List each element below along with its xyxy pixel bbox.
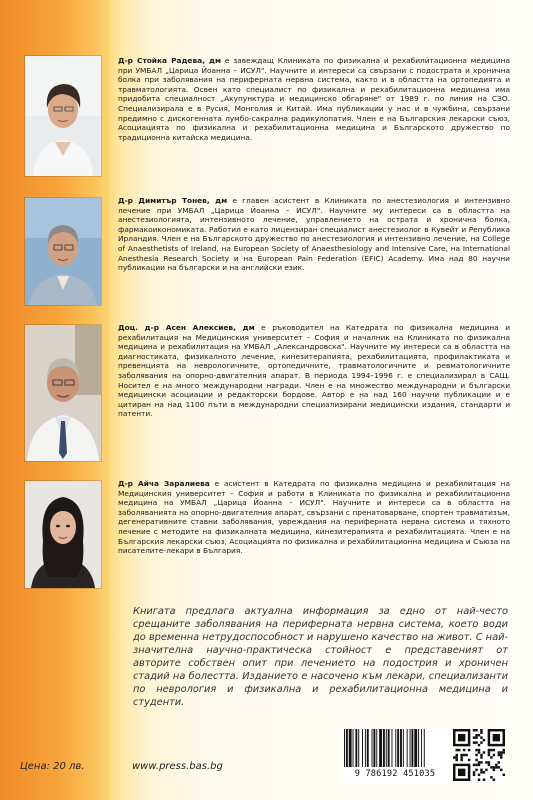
barcode-icon bbox=[340, 727, 450, 769]
portrait-radeva-icon bbox=[25, 56, 101, 176]
author-bio-text: е главен асистент в Клиниката по анестезиология и интензивно лечение при УМБАЛ „Царица Йоанна – ИСУЛ". Научните му интереси са в областта на анестезиологията, интензивното лечение, управлението на острата и хронична болка, фармакоикономиката. Работил е като лицензиран специалист анестезиолог в Кувейт и Република Ирландия. Член е на Българското дружество по анестезиология и интензивно лечение, на College of Anaesthetists of Ireland, на European Society of Anaesthesiology and Intensive Care, на International Anesthesia Research Society и на European Pain Federation (EFIC) Academy. Има над 80 научни публикации на български и на английски език. bbox=[118, 196, 511, 273]
author-photo-radeva bbox=[24, 55, 102, 177]
portrait-zaralieva-icon bbox=[25, 481, 101, 588]
author-bio-radeva bbox=[118, 56, 510, 142]
qr-code bbox=[453, 729, 505, 781]
author-bio-text: е асистент в Катедрата по физикална медицина и рехабилитация на Медицинския университет – София и работи в Клиниката по физикална и рехабилитационна медицина на УМБАЛ „Царица Йоанна – ИСУЛ". Научните и интереси са в областта на заболяванията на опорно-двигателния апарат, свързани с пренатоварване, спортен травматизъм, дегенеративните ставни заболявания, увреждания на периферната нервна система и тяхното лечение с методите на физикалната медицина, кинезитерапията и рехабилитацията. Член е на Българския лекарски съюз, Асоциацията по физикална и рехабилитационна медицина и Съюза на писателите-лекари в България. bbox=[118, 479, 510, 556]
author-photo-tonev bbox=[24, 197, 102, 306]
qr-code-icon bbox=[453, 729, 505, 781]
author-bio-tonev bbox=[118, 196, 510, 273]
portrait-aleksiev-icon bbox=[25, 325, 101, 461]
author-name: Д-р Стойка Радева, дм bbox=[118, 56, 222, 65]
author-name: Д-р Айча Заралиева bbox=[118, 479, 210, 488]
author-bio-aleksiev bbox=[118, 323, 510, 419]
author-bio-zaralieva bbox=[118, 479, 510, 556]
price-label: Цена: 20 лв. bbox=[20, 761, 85, 772]
isbn-number: 9 786192 451035 bbox=[354, 769, 436, 779]
publisher-website: www.press.bas.bg bbox=[132, 761, 223, 772]
author-name: Д-р Димитър Тонев, дм bbox=[118, 196, 228, 205]
portrait-tonev-icon bbox=[25, 198, 101, 305]
author-name: Доц. д-р Асен Алексиев, дм bbox=[118, 323, 255, 332]
author-photo-zaralieva bbox=[24, 480, 102, 589]
author-photo-aleksiev bbox=[24, 324, 102, 462]
author-bio-text: е завеждащ Клиниката по физикална и рехабилитационна медицина при УМБАЛ „Царица Йоанна – ИСУЛ". Научните и интереси са свързани с подострата и хронична болка при заболявания на периферната нервна система, както и в областта на ортопедията и травматологията. Освен като специалист по физикална и рехабилитационна медицина има придобита специалност „Акупунктура и медицинско обгаряне" от 1989 г. по линия на СЗО. Специализирала е в Русия, Монголия и Китай. Има публикации у нас и в чужбина, свързани предимно с дискогенната лумбо-сакрална радикулопатия. Член е на Българския лекарски съюз, Асоциацията по физикална и рехабилитационна медицина и Българското дружество по традиционна китайска медицина. bbox=[118, 56, 510, 142]
book-summary: Книгата предлага актуална информация за едно от най-често срещаните заболявания на периферната нервна система, което води до временна нетрудоспособност и нарушено качество на живот. С най-значителна научно-практическа стойност е представеният от авторите собствен опит при лечението на подострия и хроничен стадий на болестта. Изданието е насочено към лекари, специализанти по неврология и физикална и рехабилитационна медицина и студенти. bbox=[133, 606, 508, 708]
author-bio-text: е ръководител на Катедрата по физикална медицина и рехабилитация на Медицинския университет – София и началник на Клиниката по физикална медицина и рехабилитация на УМБАЛ „Александровска". Научните му интереси са в областта на диагностиката, физикалното лечение, кинезитерапията, рехабилитацията, профилактиката и превенцията на неврологичните, ортопедичните, травматологичните и ревматологичните заболявания на опорно-двигателния апарат. В периода 1994–1996 г. е специализирал в САЩ. Носител е на много международни награди. Член е на множество международни и български медицински асоциации и редакторски бордове. Автор е на над 160 научни публикации и е цитиран на над 1100 пъти в международни специализирани медицински издания, стандарти и патенти. bbox=[118, 323, 510, 419]
